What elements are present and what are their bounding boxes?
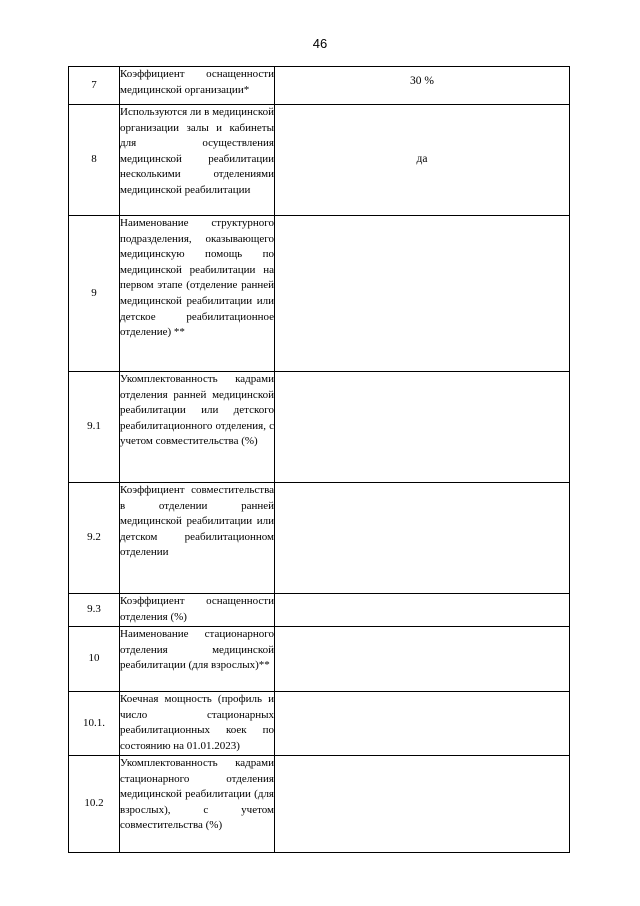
table-row <box>69 216 570 372</box>
row-number: 9.3 <box>69 594 120 627</box>
table-row <box>69 692 570 756</box>
indicator-value: да <box>275 105 570 216</box>
indicator-table <box>68 66 570 853</box>
row-number: 9 <box>69 216 120 372</box>
table-row <box>69 372 570 483</box>
row-number: 9.2 <box>69 483 120 594</box>
row-number: 10.1. <box>69 692 120 756</box>
page-number: 46 <box>312 36 328 51</box>
indicator-name: Коэффициент оснащенности отделения (%) <box>120 594 275 627</box>
indicator-name: Коэффициент совместительства в отделении ранней медицинской реабилитации или детском реабилитационном отделении <box>120 483 275 594</box>
indicator-value <box>275 692 570 756</box>
table-row <box>69 483 570 594</box>
table-row <box>69 756 570 853</box>
indicator-value <box>275 372 570 483</box>
row-number: 7 <box>69 67 120 105</box>
indicator-name: Наименование структурного подразделения, оказывающего медицинскую помощь по медицинской реабилитации на первом этапе (отделение ранней медицинской реабилитации или детское реабилитационное отделение) ** <box>120 216 275 372</box>
table-row <box>69 627 570 692</box>
table-row <box>69 67 570 105</box>
indicator-value <box>275 483 570 594</box>
row-number: 10 <box>69 627 120 692</box>
indicator-value <box>275 216 570 372</box>
table-row <box>69 105 570 216</box>
row-number: 8 <box>69 105 120 216</box>
row-number: 9.1 <box>69 372 120 483</box>
indicator-name: Укомплектованность кадрами отделения ранней медицинской реабилитации или детского реабилитационного отделения, с учетом совместительства (%) <box>120 372 275 483</box>
indicator-name: Коэффициент оснащенности медицинской организации* <box>120 67 275 105</box>
row-number: 10.2 <box>69 756 120 853</box>
indicator-name: Наименование стационарного отделения медицинской реабилитации (для взрослых)** <box>120 627 275 692</box>
table-row <box>69 594 570 627</box>
indicator-name: Используются ли в медицинской организации залы и кабинеты для осуществления медицинской реабилитации несколькими отделениями медицинской реабилитации <box>120 105 275 216</box>
indicator-value <box>275 756 570 853</box>
indicator-value: 30 % <box>275 67 570 105</box>
indicator-value <box>275 594 570 627</box>
indicator-value <box>275 627 570 692</box>
indicator-name: Коечная мощность (профиль и число стационарных реабилитационных коек по состоянию на 01.01.2023) <box>120 692 275 756</box>
indicator-name: Укомплектованность кадрами стационарного отделения медицинской реабилитации (для взрослых), с учетом совместительства (%) <box>120 756 275 853</box>
